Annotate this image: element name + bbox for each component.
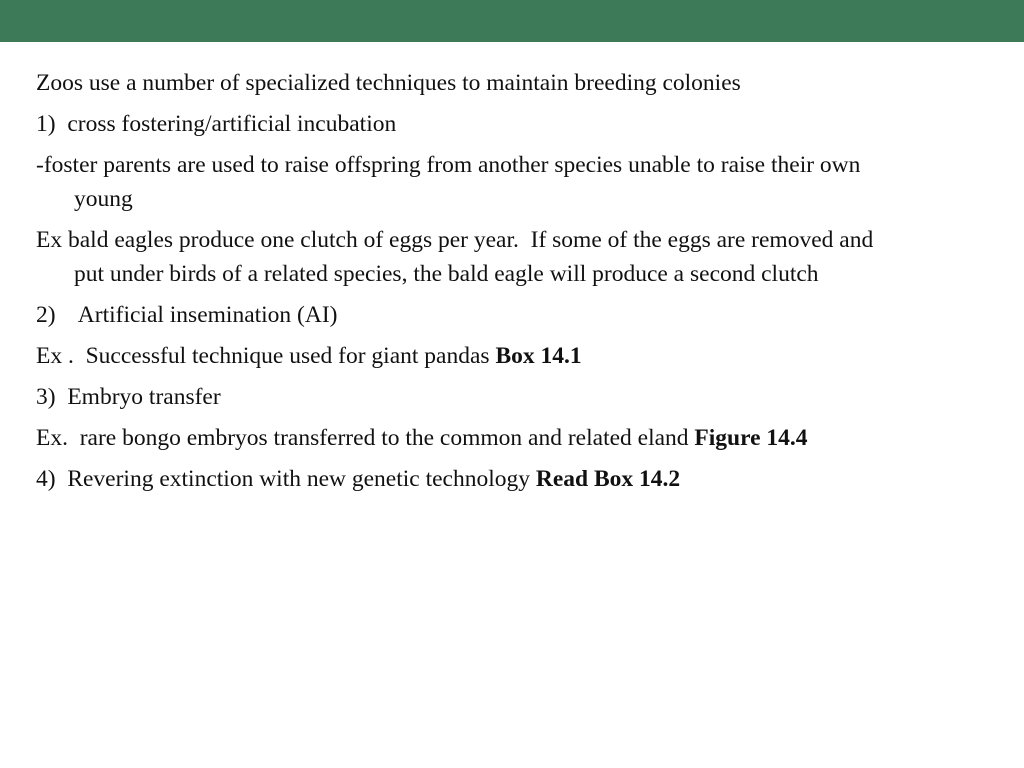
reference-box-14-1: Box 14.1 [495,343,582,369]
paragraph-item-3 [36,380,876,414]
paragraph-item-2 [36,298,876,332]
paragraph-item-4 [36,462,876,496]
paragraph-text: Ex bald eagles produce one clutch of eggs per year. If some of the eggs are removed and put under birds of a related species, the bald eagle will produce a second clutch [36,227,880,287]
paragraph-bongo-example [36,421,876,455]
paragraph-item-1 [36,107,876,141]
header-bar [0,0,1024,42]
paragraph-foster-parents [36,148,876,216]
paragraph-text: 1) cross fostering/artificial incubation [36,111,397,137]
paragraph-text: 2) Artificial insemination (AI) [36,302,338,328]
paragraph-text: -foster parents are used to raise offspring from another species unable to raise their own young [36,152,861,212]
paragraph-text: Zoos use a number of specialized techniques to maintain breeding colonies [36,70,741,96]
paragraph-text: 4) Revering extinction with new genetic technology [36,466,536,492]
paragraph-intro [36,66,876,100]
slide-body [36,66,880,503]
reference-figure-14-4: Figure 14.4 [694,425,808,451]
paragraph-bald-eagle-example [36,223,880,291]
paragraph-panda-example [36,339,876,373]
paragraph-text: 3) Embryo transfer [36,384,221,410]
paragraph-text: Ex . Successful technique used for giant pandas [36,343,496,369]
reference-box-14-2: Read Box 14.2 [535,466,681,492]
paragraph-text: Ex. rare bongo embryos transferred to the common and related eland [36,425,695,451]
